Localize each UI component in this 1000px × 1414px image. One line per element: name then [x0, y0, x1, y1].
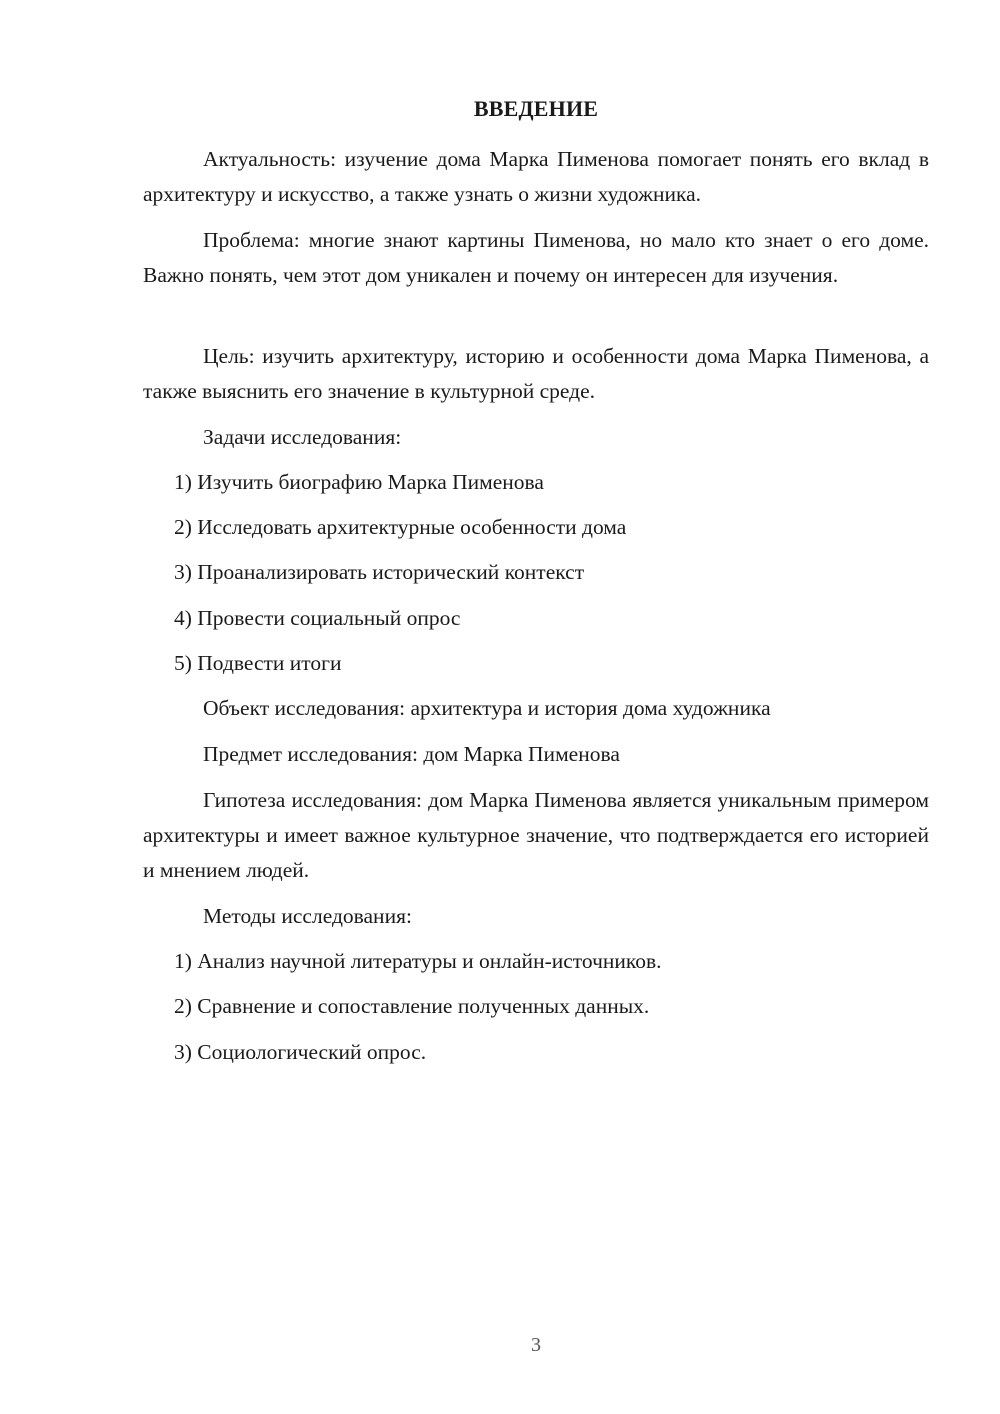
problem-paragraph: Проблема: многие знают картины Пименова, но мало кто знает о его доме. Важно понять, чем этот дом уникален и почему он интересен для изучения. — [143, 228, 929, 287]
page-title: ВВЕДЕНИЕ — [473, 96, 599, 121]
relevance-paragraph: Актуальность: изучение дома Марка Пименова помогает понять его вклад в архитектуру и искусство, а также узнать о жизни художника. — [143, 147, 929, 206]
method-item-1: 1) Анализ научной литературы и онлайн-источников. — [174, 949, 662, 973]
hypothesis-paragraph: Гипотеза исследования: дом Марка Пименова является уникальным примером архитектуры и имеет важное культурное значение, что подтверждается его историей и мнением людей. — [143, 788, 929, 882]
methods-heading: Методы исследования: — [203, 904, 412, 928]
object-line: Объект исследования: архитектура и история дома художника — [203, 696, 771, 720]
page-number: 3 — [531, 1334, 541, 1356]
task-item-1: 1) Изучить биографию Марка Пименова — [174, 470, 544, 494]
method-item-2: 2) Сравнение и сопоставление полученных данных. — [174, 994, 650, 1018]
task-item-4: 4) Провести социальный опрос — [174, 606, 461, 630]
tasks-heading: Задачи исследования: — [203, 425, 402, 449]
goal-paragraph: Цель: изучить архитектуру, историю и особенности дома Марка Пименова, а также выяснить его значение в культурной среде. — [143, 344, 929, 403]
task-item-2: 2) Исследовать архитектурные особенности дома — [174, 515, 627, 539]
task-item-3: 3) Проанализировать исторический контекст — [174, 560, 585, 584]
subject-line: Предмет исследования: дом Марка Пименова — [203, 742, 620, 766]
method-item-3: 3) Социологический опрос. — [174, 1040, 427, 1064]
task-item-5: 5) Подвести итоги — [174, 651, 342, 675]
